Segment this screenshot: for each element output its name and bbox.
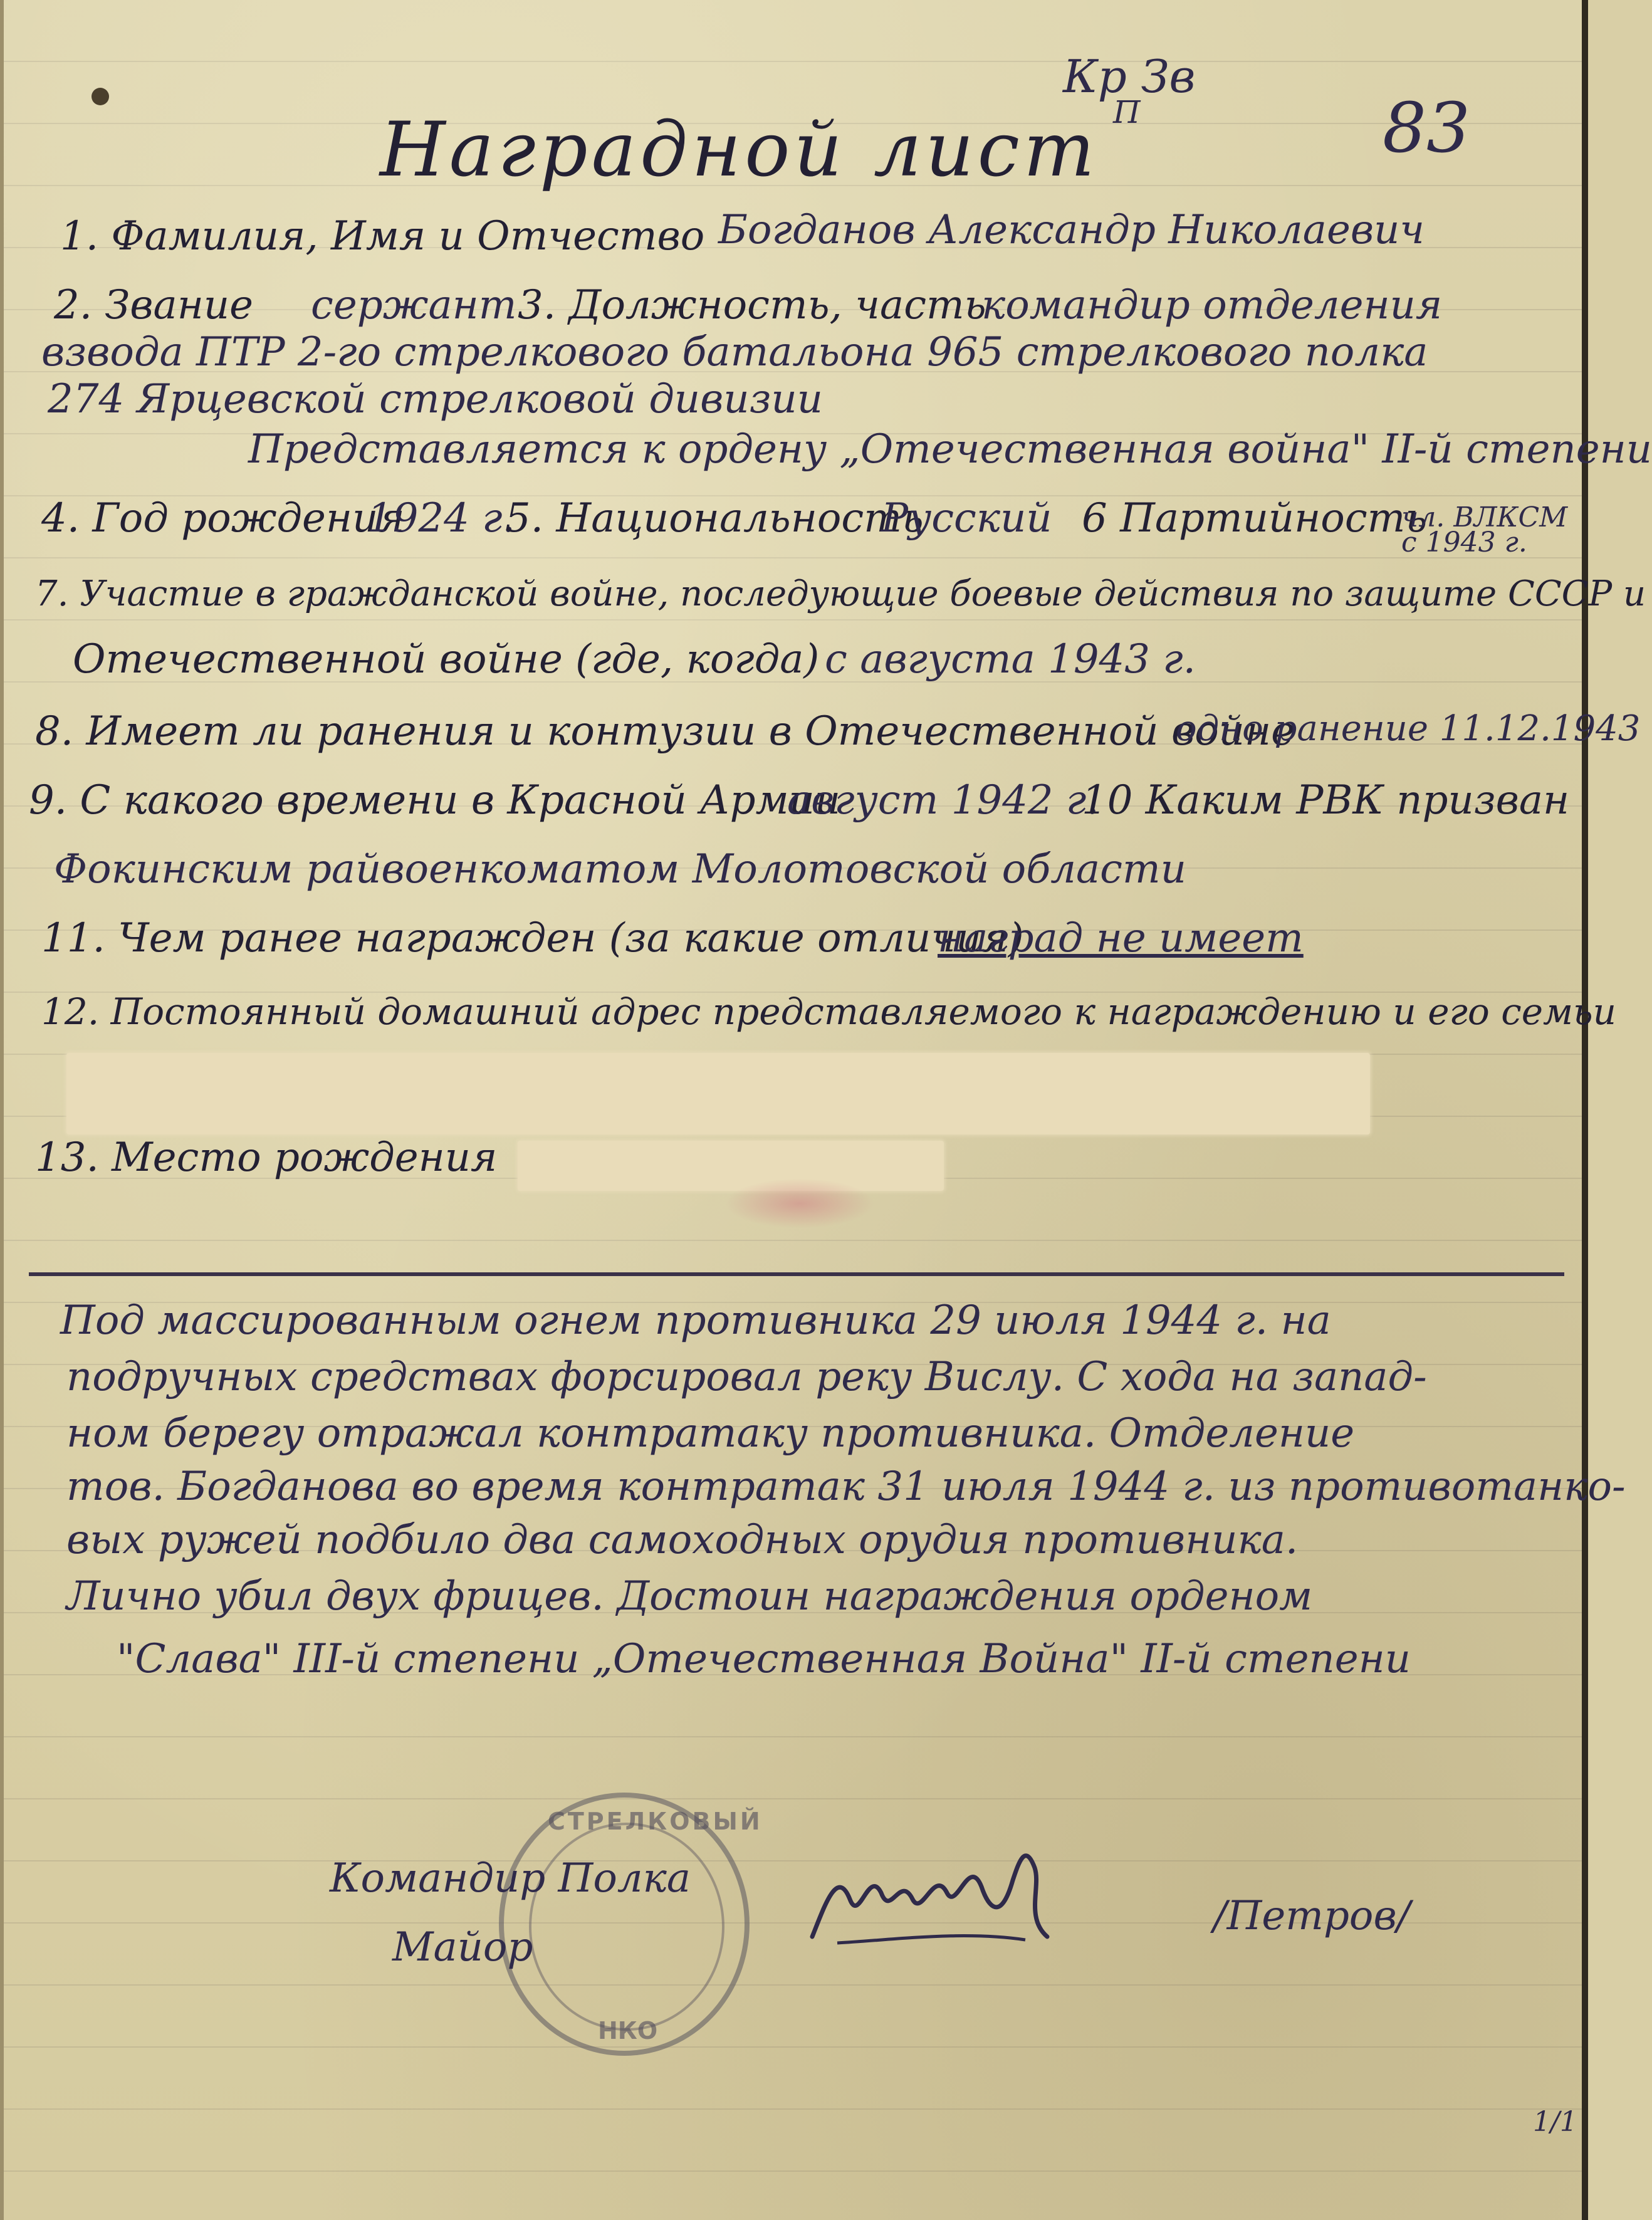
margin-mark: 1/1 xyxy=(1533,2106,1577,2138)
stamp-bottom-text: НКО xyxy=(598,2017,658,2045)
page-number: 83 xyxy=(1383,88,1470,168)
field-11-value: наград не имеет xyxy=(938,915,1304,961)
stamp-top-text: СТРЕЛКОВЫЙ xyxy=(548,1808,763,1835)
narrative-line-2: подручных средствах форсировал реку Вислу. С хода на запад- xyxy=(66,1354,1427,1400)
field-8-value: одно ранение 11.12.1943 xyxy=(1176,708,1641,749)
narrative-line-7: "Слава" III-й степени „Отечественная Война" II-й степени xyxy=(117,1636,1411,1682)
field-3-value-a: командир отделения xyxy=(981,282,1443,328)
field-2-label: 2. Звание xyxy=(54,282,253,328)
field-5-value: Русский xyxy=(881,495,1052,542)
field-2-value: сержант xyxy=(311,282,517,328)
punch-hole xyxy=(91,88,109,105)
field-6-value: чл. ВЛКСМ xyxy=(1401,501,1568,533)
field-4-value: 1924 г. xyxy=(367,495,515,542)
field-10-label: 10 Каким РВК призван xyxy=(1082,777,1570,824)
field-3-label: 3. Должность, часть xyxy=(518,282,986,328)
commander-rank: Майор xyxy=(392,1924,533,1971)
document-title: Наградной лист xyxy=(380,107,1099,194)
field-8-label: 8. Имеет ли ранения и контузии в Отечественной войне xyxy=(35,708,1295,755)
commander-title: Командир Полка xyxy=(330,1855,691,1902)
field-3-value-c: 274 Ярцевской стрелковой дивизии xyxy=(48,376,823,422)
field-5-label: 5. Национальность xyxy=(505,495,924,542)
field-3-value-b: взвода ПТР 2-го стрелкового батальона 965 стрелкового полка xyxy=(41,329,1428,375)
field-7-label-b: Отечественной войне (где, когда) xyxy=(73,636,820,683)
field-1-value: Богданов Александр Николаевич xyxy=(718,207,1425,253)
field-6-label: 6 Партийность xyxy=(1082,495,1428,542)
section-divider xyxy=(29,1272,1564,1276)
field-7-value: с августа 1943 г. xyxy=(825,636,1196,683)
narrative-line-4: тов. Богданова во время контратак 31 июля 1944 г. из противотанко- xyxy=(66,1463,1626,1510)
field-12-label: 12. Постоянный домашний адрес представляемого к награждению и его семьи xyxy=(41,990,1617,1033)
stamp-inner-ring xyxy=(529,1823,724,2031)
narrative-line-1: Под массированным огнем противника 29 июля 1944 г. на xyxy=(60,1297,1331,1344)
field-1-label: 1. Фамилия, Имя и Отчество xyxy=(60,213,705,259)
corner-mark-sub: П xyxy=(1113,94,1141,130)
field-11-label: 11. Чем ранее награжден (за какие отличия) xyxy=(41,915,1024,961)
field-9-label: 9. С какого времени в Красной Армии xyxy=(29,777,841,824)
signatory-name: /Петров/ xyxy=(1213,1893,1411,1939)
corner-mark: Кр Зв xyxy=(1063,50,1196,103)
award-presented: Представляется к ордену „Отечественная война" II-й степени xyxy=(248,426,1652,473)
field-10-value: Фокинским райвоенкоматом Молотовской области xyxy=(54,846,1186,893)
field-9-value: август 1942 г. xyxy=(787,777,1099,824)
narrative-line-6: Лично убил двух фрицев. Достоин награждения орденом xyxy=(66,1573,1313,1620)
official-stamp xyxy=(499,1793,763,2056)
field-7-label-a: 7. Участие в гражданской войне, последующие боевые действия по защите СССР и xyxy=(35,573,1646,614)
field-6-value-b: с 1943 г. xyxy=(1401,526,1527,558)
redacted-address xyxy=(66,1053,1370,1134)
narrative-line-3: ном берегу отражал контратаку противника. Отделение xyxy=(66,1410,1355,1457)
signature-scribble xyxy=(800,1830,1063,1974)
field-4-label: 4. Год рождения xyxy=(41,495,405,542)
field-13-label: 13. Место рождения xyxy=(35,1134,498,1181)
narrative-line-5: вых ружей подбило два самоходных орудия противника. xyxy=(66,1517,1299,1563)
ink-stain xyxy=(724,1178,875,1228)
